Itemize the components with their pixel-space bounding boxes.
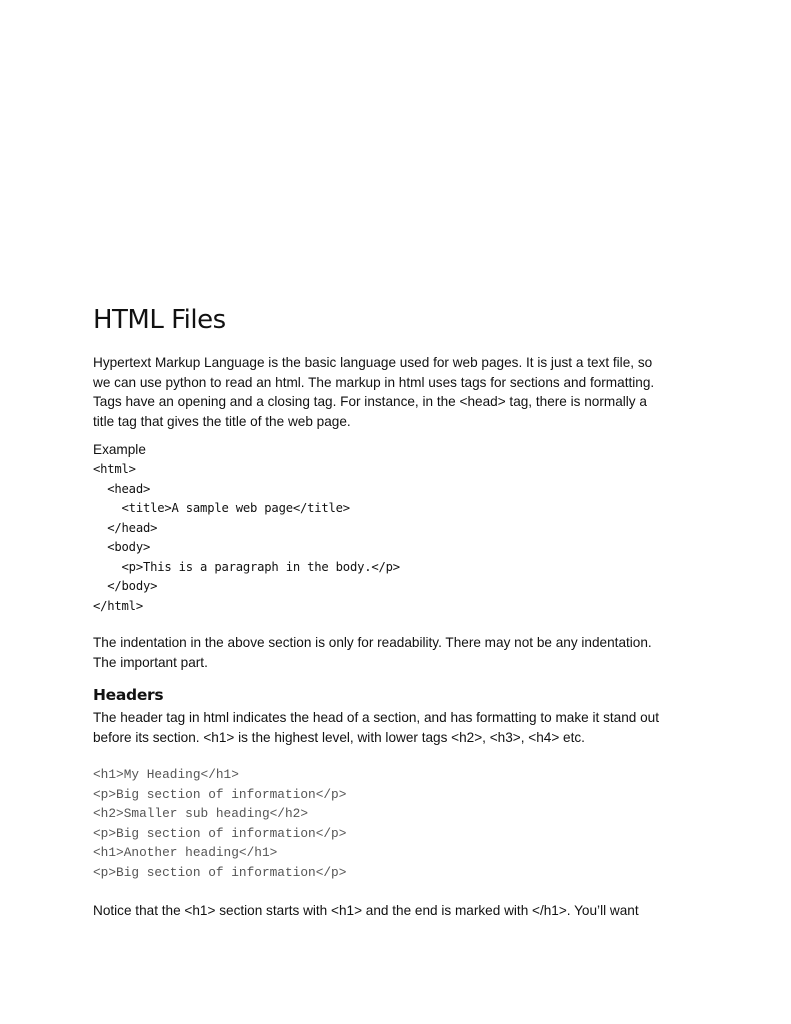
code-line: <html> — [93, 462, 136, 476]
code-line: <p>Big section of information</p> — [93, 825, 347, 841]
notice-paragraph — [93, 901, 713, 921]
code-line: <head> — [93, 481, 151, 496]
code-line: <title>A sample web page</title> — [93, 501, 350, 515]
code-line: <p>Big section of information</p> — [93, 864, 347, 880]
text-line: Notice that the <h1> section starts with <h1> and the end is marked with </h1>. You’ll want — [93, 903, 639, 918]
section-heading-headers: Headers — [93, 686, 164, 704]
page-title: HTML Files — [93, 305, 226, 335]
example-label: Example — [93, 442, 146, 457]
example-code-block — [93, 460, 400, 616]
code-line: <h1>Another heading</h1> — [93, 845, 278, 860]
code-line: <body> — [93, 540, 151, 554]
code-line: <p>Big section of information</p> — [93, 786, 347, 802]
code-line: </html> — [93, 598, 143, 613]
headers-paragraph — [93, 708, 713, 747]
text-line: Hypertext Markup Language is the basic language used for web pages. It is just a text file, so — [93, 355, 653, 370]
text-line: title tag that gives the title of the web page. — [93, 413, 351, 429]
text-line: The header tag in html indicates the head of a section, and has formatting to make it stand out — [93, 710, 659, 725]
indentation-note — [93, 633, 713, 672]
text-line: before its section. <h1> is the highest level, with lower tags <h2>, <h3>, <h4> etc. — [93, 729, 585, 745]
text-line: The important part. — [93, 654, 208, 670]
intro-paragraph — [93, 353, 713, 431]
text-line: The indentation in the above section is only for readability. There may not be any indentation. — [93, 635, 652, 650]
code-line: </head> — [93, 520, 158, 535]
code-line: </body> — [93, 579, 158, 593]
text-line: Tags have an opening and a closing tag. For instance, in the <head> tag, there is normally a — [93, 394, 647, 409]
code-line: <h1>My Heading</h1> — [93, 767, 239, 782]
headers-code-block — [93, 765, 346, 882]
code-line: <p>This is a paragraph in the body.</p> — [93, 559, 400, 574]
code-line: <h2>Smaller sub heading</h2> — [93, 806, 309, 821]
text-line: we can use python to read an html. The markup in html uses tags for sections and formatting. — [93, 374, 655, 390]
